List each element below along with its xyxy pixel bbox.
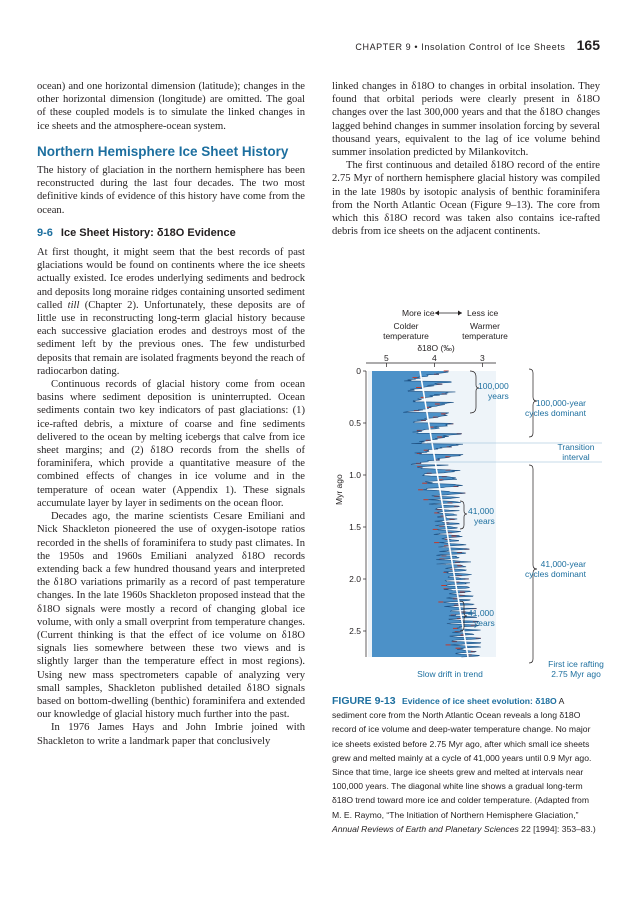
y-axis-label: Myr ago [334,474,344,505]
paragraph: In 1976 James Hays and John Imbrie joined with Shackleton to write a landmark paper that conclusively [37,722,305,747]
paragraph: Continuous records of glacial history come from ocean basins where sediment deposition is uninterrupted. Ocean sediments contain two key indicators of past glaciations: (1) ice-rafted debris, a mixture of coarse and fine sediments delivered to the ocean by melting icebergs that calve from ice sheet margins; and (2) δ18O records from the shells of foraminifera, which provide a quantitative measure of the combined effects of changes in ice volume and in the temperature of ocean water (Appendix 1). These signals accumulate layer by layer in sediments on the ocean floor. [37,379,305,509]
d18o-chart [332,305,608,685]
figure-caption [332,694,600,836]
y-tick-label: 2.5 [349,626,361,636]
paragraph: The first continuous and detailed δ18O record of the entire 2.75 Myr of northern hemisphere glacial history was compiled in the late 1980s by isotopic analysis of benthic foraminifera from the North Atlantic Ocean (Figure 9–13). The core from which this δ18O record was taken also contains ice-rafted debris from ice sheets on the adjacent continents. [332,160,600,238]
y-tick-label: 1.5 [349,522,361,532]
figure-9-13 [332,305,608,685]
text-run: (Chapter 2). Unfortunately, these deposits are of little use in reconstructing long-term glacial history because each successive glaciation erodes and destroys most of the sediment left by the previous ones. The few undisturbed deposits that remain are isolated fragments beyond the reach of radiocarbon dating. [37,299,305,377]
left-column [37,80,305,748]
annotation-41k-1-2: years [474,516,495,526]
chapter-label: CHAPTER 9 [355,42,412,52]
region-41k-label-2: cycles dominant [525,569,586,579]
colder-label: Colder [393,321,419,331]
axis-title: δ18O (‰) [417,343,455,353]
caption-label: FIGURE 9-13 [332,695,396,707]
paragraph: linked changes in δ18O to changes in orbital insolation. They found that orbital periods were clearly present in δ18O changes over the last 300,000 years and that the δ18O changes lagged behind changes in summer insolation forcing by several thousand years, equivalent to the lag of ice volume behind summer insolation predicted by Milankovitch. [332,81,600,159]
subsection-text: Ice Sheet History: δ18O Evidence [60,226,236,239]
paragraph: The history of glaciation in the northern hemisphere has been reconstructed during the last four decades. The two most definitive kinds of evidence of this history have come from the ocean. [37,165,305,216]
x-tick-label: 5 [384,353,389,363]
more-ice-label: More ice [402,308,435,318]
annotation-100k: 100,000 [478,381,509,391]
caption-citation: 22 [1994]: 353–83.) [518,823,596,834]
annotation-100k-2: years [488,391,509,401]
paragraph: ocean) and one horizontal dimension (latitude); changes in the other horizontal dimension (longitude) are omitted. The goal of these coupled models is to simulate the linked changes in ice sheets and the atmosphere-ocean system. [37,81,305,132]
warmer-label-2: temperature [462,331,508,341]
first-ice-label: First ice rafting [548,659,604,669]
y-tick-label: 0.5 [349,418,361,428]
caption-journal: Annual Reviews of Earth and Planetary Sciences [332,823,519,834]
caption-title: Evidence of ice sheet evolution: δ18O [402,696,557,706]
annotation-41k-2-2: years [474,618,495,628]
transition-label: Transition [557,442,595,452]
chapter-title: Insolation Control of Ice Sheets [421,42,566,52]
page-number: 165 [576,37,600,53]
y-tick-label: 2.0 [349,574,361,584]
bracket-region-3 [529,465,537,663]
right-column [332,80,600,238]
annotation-41k-1: 41,000 [468,506,494,516]
region-100k-label: 100,000-year [535,398,586,408]
warmer-label: Warmer [470,321,500,331]
slow-drift-label: Slow drift in trend [417,669,483,679]
first-ice-label-2: 2.75 Myr ago [551,669,601,679]
y-tick-label: 1.0 [349,470,361,480]
subsection-title [37,227,305,240]
annotation-41k-2: 41,000 [468,608,494,618]
text-run: At first thought, it might seem that the best records of past glaciations would be found on continents where the ice sheets actually existed. Ice erodes underlying sediments and bedrock and deposits long moraine ridges containing unsorted sediment called [37,247,305,311]
running-header: CHAPTER 9 • Insolation Control of Ice Sheets 165 [355,37,600,53]
colder-label-2: temperature [383,331,429,341]
x-tick-label: 4 [432,353,437,363]
x-tick-label: 3 [480,353,485,363]
caption-body: A sediment core from the North Atlantic Ocean reveals a long δ18O record of ice volume and deep-water temperature change. No major ice sheets existed before 2.75 Myr ago, after which small ice sheets grew and melted mainly at a cycle of 41,000 years until 0.9 Myr ago. Since that time, large ice sheets grew and melted at intervals near 100,000 years. The diagonal white line shows a gradual long-term δ18O trend toward more ice and colder temperature. (Adapted from M. E. Raymo, “The Initiation of Northern Hemisphere Glaciation,” [332,696,592,820]
paragraph: Decades ago, the marine scientists Cesare Emiliani and Nick Shackleton pioneered the use of oxygen-isotope ratios recorded in the shells of foraminifera to study past climates. In the 1950s and 1960s Emiliani analyzed δ18O records extending back a few hundred thousand years and interpreted the δ18O variations primarily as a record of past temperature changes. In the late 1960s Shackleton proposed instead that the δ18O signals were mostly a record of changing global ice volume, with only a small overprint from temperature changes. (Current thinking is that the effect of ice volume on δ18O signals lies somewhere between these two views and is slightly larger than the temperature effect in most regions). Using new mass spectrometers capable of analyzing very small samples, Shackleton published detailed δ18O signals based on bottom-dwelling (benthic) foraminifera and extended our knowledge of glacial history much further into the past. [37,511,305,721]
paragraph [37,246,305,378]
less-ice-label: Less ice [467,308,499,318]
region-100k-label-2: cycles dominant [525,408,586,418]
subsection-number: 9-6 [37,226,53,239]
transition-label-2: interval [562,452,590,462]
term: till [67,299,80,311]
region-41k-label: 41,000-year [540,559,586,569]
section-title: Northern Hemisphere Ice Sheet History [37,143,289,159]
y-tick-label: 0 [356,366,361,376]
